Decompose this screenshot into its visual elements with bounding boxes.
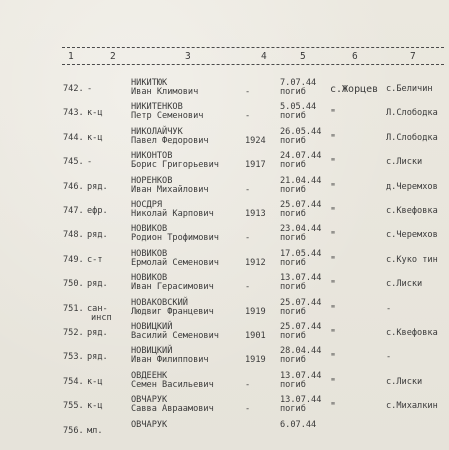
record-given-names: Людвиг Францевич	[131, 306, 214, 317]
record-row	[0, 371, 449, 395]
record-date: 23.04.44	[280, 224, 322, 235]
record-given-names: Ермолай Семенович	[131, 257, 219, 268]
record-surname: НОВИЦКИЙ	[131, 322, 173, 332]
record-surname: НОВИКОВ	[131, 248, 168, 259]
record-number: 749.	[63, 254, 84, 265]
record-place-col6: с.Жорцев	[330, 84, 379, 95]
header-rule-top	[62, 47, 444, 48]
record-row	[0, 176, 449, 200]
record-place-col7: Л.Слободка	[386, 108, 438, 119]
record-rank: -	[87, 157, 93, 168]
record-surname: ОВЧАРУК	[131, 395, 168, 406]
record-place-col6: "	[330, 401, 337, 413]
record-date: 7.07.44	[280, 78, 317, 88]
record-number: 743.	[63, 108, 84, 119]
record-status: погиб	[280, 257, 306, 268]
record-date: 25.07.44	[280, 200, 322, 210]
record-surname: ОВДЕЕНК	[131, 370, 168, 381]
record-date: 13.07.44	[280, 370, 322, 381]
record-birth-year: 1919	[245, 355, 266, 366]
record-place-col6: "	[330, 230, 337, 242]
record-status: погиб	[280, 111, 306, 122]
record-number: 756.	[63, 425, 84, 436]
record-number: 744.	[63, 132, 84, 143]
record-surname: НИКОЛАЙЧУК	[131, 126, 183, 137]
record-surname: НОВИЦКИЙ	[131, 346, 173, 357]
record-given-names: Иван Михайлович	[131, 184, 209, 195]
record-number: 747.	[63, 206, 84, 216]
record-place-col6: "	[330, 206, 337, 217]
record-given-names: Иван Герасимович	[131, 282, 214, 293]
record-place-col7: с.Беличин	[386, 84, 433, 94]
record-place-col6: "	[330, 181, 337, 193]
record-place-col6: "	[330, 279, 337, 291]
record-status: погиб	[280, 306, 306, 317]
record-given-names: Иван Филиппович	[131, 355, 209, 366]
header-col-6: 6	[352, 51, 359, 62]
record-birth-year: -	[245, 87, 251, 97]
record-row	[0, 249, 449, 273]
record-place-col6: "	[330, 376, 337, 388]
record-date: 13.07.44	[280, 395, 322, 406]
record-date: 21.04.44	[280, 175, 322, 186]
record-given-names: Семен Васильевич	[131, 379, 214, 390]
record-birth-year: -	[245, 379, 251, 390]
record-rank: мл.	[87, 425, 103, 436]
record-place-col6: "	[330, 328, 337, 339]
record-surname: НИКИТЮК	[131, 78, 168, 88]
record-row	[0, 273, 449, 297]
record-birth-year: 1901	[245, 331, 266, 341]
record-number: 754.	[63, 376, 84, 387]
record-rank: ряд.	[87, 279, 108, 290]
record-date: 25.07.44	[280, 297, 322, 308]
record-place-col7: с.Лиски	[386, 376, 423, 387]
record-number: 745.	[63, 157, 84, 168]
record-rank: ряд.	[87, 230, 108, 241]
record-place-col7: с.Квефовка	[386, 328, 438, 338]
record-given-names: Родион Трофимович	[131, 233, 219, 244]
record-date: 13.07.44	[280, 273, 322, 284]
record-place-col6: "	[330, 303, 337, 315]
record-place-col7: с.Черемхов	[386, 230, 438, 241]
record-given-names: Савва Авраамович	[131, 404, 214, 415]
header-col-1: 1	[68, 51, 75, 62]
record-row	[0, 200, 449, 224]
record-birth-year: 1924	[245, 135, 266, 146]
record-birth-year: -	[245, 111, 251, 122]
record-date: 24.07.44	[280, 151, 322, 162]
record-rank: к-ц	[87, 132, 103, 143]
record-number: 753.	[63, 352, 84, 363]
record-row	[0, 78, 449, 102]
record-given-names: Василий Семенович	[131, 331, 219, 341]
record-place-col7: с.Квефовка	[386, 206, 438, 216]
record-row	[0, 224, 449, 248]
record-row	[0, 298, 449, 322]
record-number: 742.	[63, 84, 84, 94]
record-place-col7: Л.Слободка	[386, 132, 438, 143]
record-surname: НОВАКОВСКИЙ	[131, 297, 188, 308]
record-date: 6.07.44	[280, 419, 317, 430]
record-given-names: Павел Федорович	[131, 135, 209, 146]
record-place-col7: с.Лиски	[386, 157, 423, 168]
record-date: 28.04.44	[280, 346, 322, 357]
record-birth-year: 1913	[245, 209, 266, 219]
record-number: 755.	[63, 401, 84, 412]
record-place-col7: с.Михалкин	[386, 401, 438, 412]
record-place-col6: "	[330, 352, 337, 364]
record-date: 25.07.44	[280, 322, 322, 332]
record-row	[0, 127, 449, 151]
record-rank: к-ц	[87, 401, 103, 412]
record-row	[0, 346, 449, 370]
record-given-names: Николай Карпович	[131, 209, 214, 219]
record-place-col7: с.Куко тин	[386, 254, 438, 265]
record-status: погиб	[280, 379, 306, 390]
record-birth-year: 1919	[245, 306, 266, 317]
record-surname: НОРЕНКОВ	[131, 175, 173, 186]
record-status: погиб	[280, 209, 306, 219]
record-rank: ряд.	[87, 328, 108, 338]
record-number: 751.	[63, 303, 84, 314]
record-birth-year: 1912	[245, 257, 266, 268]
record-birth-year: 1917	[245, 160, 266, 171]
record-place-col7: д.Черемхов	[386, 181, 438, 192]
record-place-col7: с.Лиски	[386, 279, 423, 290]
record-birth-year: -	[245, 184, 251, 195]
record-row	[0, 420, 449, 444]
record-rank-line2: инсп	[91, 312, 112, 323]
record-place-col6: "	[330, 157, 337, 169]
record-number: 752.	[63, 328, 84, 338]
record-rank: к-ц	[87, 108, 103, 119]
record-rank: ефр.	[87, 206, 108, 216]
record-status: погиб	[280, 135, 306, 146]
record-rank: к-ц	[87, 376, 103, 387]
record-status: погиб	[280, 184, 306, 195]
record-place-col7: -	[386, 303, 392, 314]
header-col-4: 4	[261, 51, 268, 62]
record-row	[0, 395, 449, 419]
record-status: погиб	[280, 87, 306, 97]
record-number: 750.	[63, 279, 84, 290]
record-place-col6: "	[330, 254, 337, 266]
record-given-names: Петр Семенович	[131, 111, 204, 122]
record-surname: НИКИТЕНКОВ	[131, 102, 183, 113]
record-rank: с-т	[87, 254, 103, 265]
record-birth-year: -	[245, 233, 251, 244]
record-given-names: Иван Климович	[131, 87, 199, 97]
header-rule-bottom	[62, 64, 444, 65]
record-surname: НИКОНТОВ	[131, 151, 173, 162]
header-col-3: 3	[185, 51, 192, 62]
header-col-7: 7	[410, 51, 417, 62]
record-surname: НОВИКОВ	[131, 273, 168, 284]
record-rank: ряд.	[87, 181, 108, 192]
record-surname: НОВИКОВ	[131, 224, 168, 235]
header-col-2: 2	[110, 51, 117, 62]
record-birth-year: -	[245, 282, 251, 293]
record-status: погиб	[280, 160, 306, 171]
header-col-5: 5	[300, 51, 307, 62]
record-given-names: Борис Григорьевич	[131, 160, 219, 171]
record-date: 17.05.44	[280, 248, 322, 259]
record-number: 746.	[63, 181, 84, 192]
record-row	[0, 102, 449, 126]
record-number: 748.	[63, 230, 84, 241]
record-row	[0, 151, 449, 175]
record-date: 26.05.44	[280, 126, 322, 137]
record-place-col6: "	[330, 132, 337, 144]
record-status: погиб	[280, 282, 306, 293]
record-place-col6: "	[330, 108, 337, 120]
record-status: погиб	[280, 355, 306, 366]
record-date: 5.05.44	[280, 102, 317, 113]
record-birth-year: -	[245, 404, 251, 415]
record-rank: ряд.	[87, 352, 108, 363]
record-status: погиб	[280, 331, 306, 341]
record-row	[0, 322, 449, 346]
record-surname: ОВЧАРУК	[131, 419, 168, 430]
record-status: погиб	[280, 404, 306, 415]
record-rank: -	[87, 84, 93, 94]
record-surname: НОСДРЯ	[131, 200, 163, 210]
record-status: погиб	[280, 233, 306, 244]
record-rank: сан-	[87, 303, 108, 314]
record-place-col7: -	[386, 352, 392, 363]
